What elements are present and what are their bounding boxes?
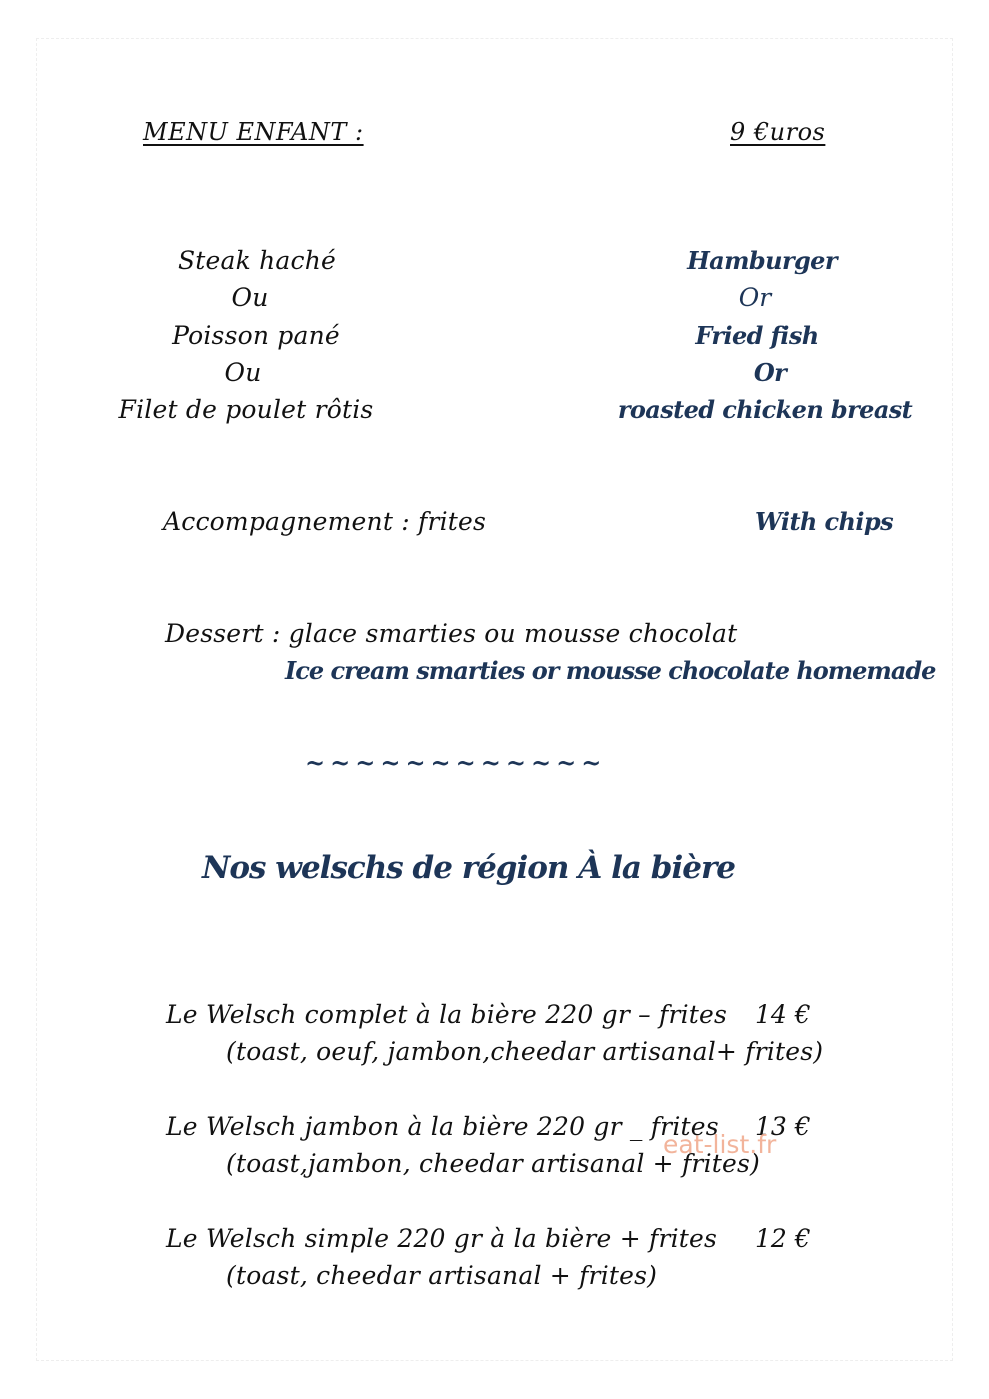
main-fr-or-1: Ou bbox=[231, 283, 269, 312]
tilde-separator: ~~~~~~~~~~~~ bbox=[305, 748, 607, 777]
welsch-desc-3: (toast, cheedar artisanal + frites) bbox=[226, 1261, 658, 1290]
main-en-or-2: Or bbox=[753, 358, 787, 387]
main-en-1: Hamburger bbox=[687, 246, 837, 275]
dessert-fr: Dessert : glace smarties ou mousse chocolat bbox=[165, 619, 738, 648]
welsch-name-2: Le Welsch jambon à la bière 220 gr _ frites bbox=[166, 1112, 719, 1141]
menu-price: 9 €uros bbox=[730, 118, 826, 146]
main-fr-2: Poisson pané bbox=[172, 321, 340, 350]
welsch-price-2: 13 € bbox=[755, 1112, 811, 1141]
main-fr-1: Steak haché bbox=[177, 246, 337, 275]
main-fr-3: Filet de poulet rôtis bbox=[118, 395, 374, 424]
welsch-section-title: Nos welschs de région À la bière bbox=[202, 850, 735, 886]
main-fr-or-2: Ou bbox=[224, 358, 262, 387]
main-en-3: roasted chicken breast bbox=[617, 395, 913, 424]
welsch-name-1: Le Welsch complet à la bière 220 gr – frites bbox=[166, 1000, 728, 1029]
welsch-desc-1: (toast, oeuf, jambon,cheedar artisanal+ frites) bbox=[226, 1037, 824, 1066]
menu-title: MENU ENFANT : bbox=[143, 118, 364, 146]
welsch-price-1: 14 € bbox=[755, 1000, 811, 1029]
main-en-or-1: Or bbox=[738, 283, 772, 312]
side-fr: Accompagnement : frites bbox=[163, 507, 487, 536]
welsch-desc-2: (toast,jambon, cheedar artisanal + frites) bbox=[226, 1149, 760, 1178]
side-en: With chips bbox=[755, 507, 894, 536]
welsch-price-3: 12 € bbox=[755, 1224, 811, 1253]
dessert-en: Ice cream smarties or mousse chocolate homemade bbox=[285, 656, 936, 685]
main-en-2: Fried fish bbox=[695, 321, 819, 350]
watermark-text: eat-list.fr bbox=[663, 1130, 777, 1159]
welsch-name-3: Le Welsch simple 220 gr à la bière + frites bbox=[166, 1224, 718, 1253]
